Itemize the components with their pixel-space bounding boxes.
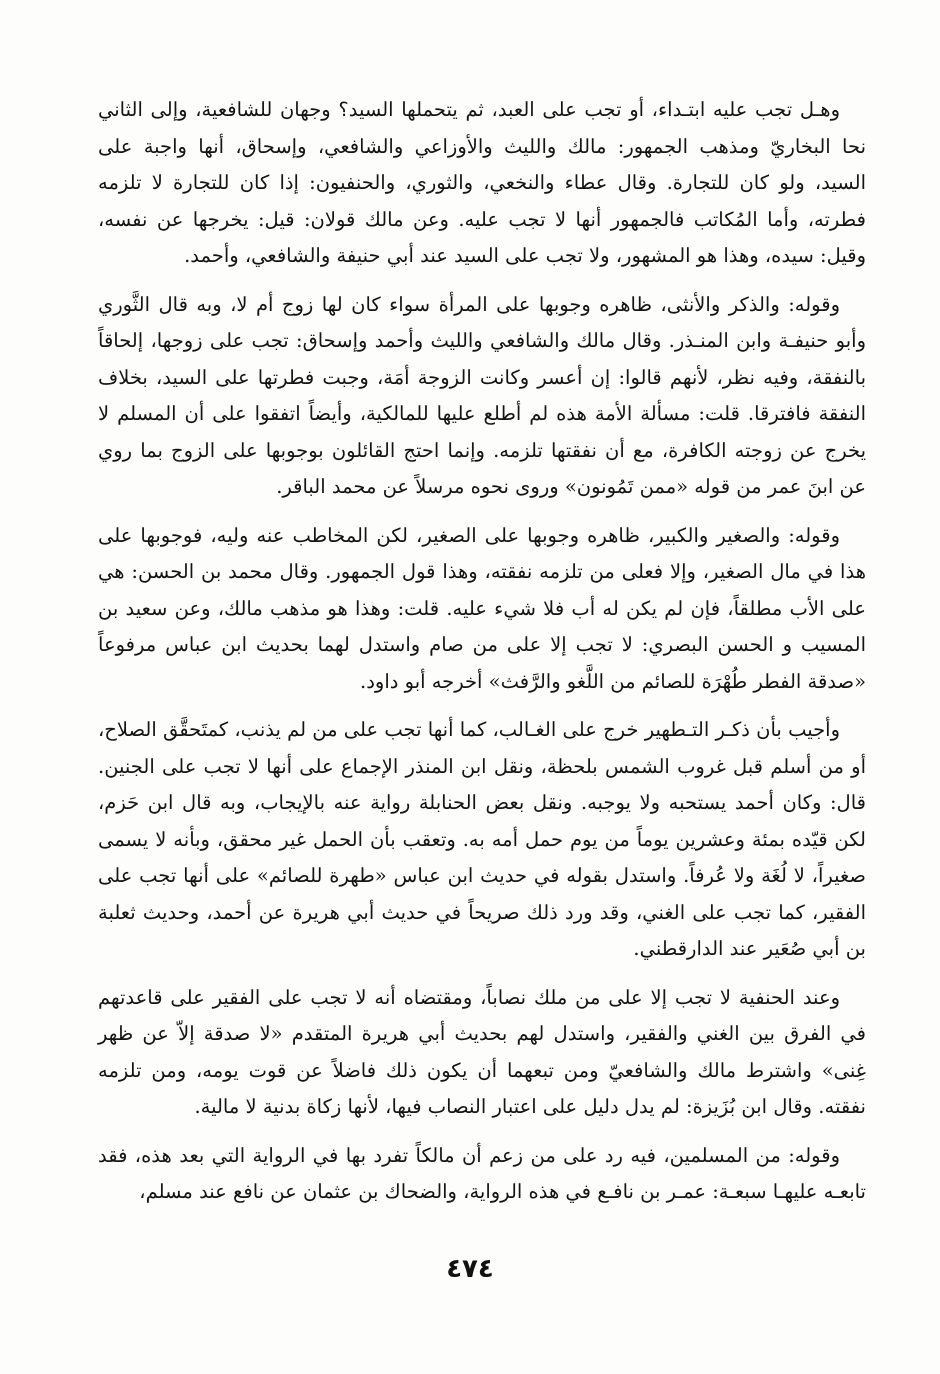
paragraph-6: وقوله: من المسلمين، فيه رد على من زعم أن مالكاً تفرد بها في الرواية التي بعد هذه، فقد تابعـه عليهـا سبعـة: عمـر بن نافـع في هذه الرواية، والضحاك بن عثمان عن نافع عند مسلم، <box>98 1143 866 1203</box>
page-number: ٤٧٤ <box>446 1254 494 1284</box>
paragraph-2: وقوله: والذكر والأنثى، ظاهره وجوبها على المرأة سواء كان لها زوج أم لا، وبه قال الثَّوري وأبو حنيفـة وابن المنـذر. وقال مالك والشافعي والليث وأحمد وإسحاق: تجب على زوجها، إلحاقاً بالنفقة، وفيه نظر، لأنهم قالوا: إن أعسر وكانت الزوجة أمَة، وجبت فطرتها على السيد، بخلاف النفقة فافترقا. قلت: مسألة الأمة هذه لم أطلع عليها للمالكية، وأيضاً اتفقوا على أن المسلم لا يخرج عن زوجته الكافرة، مع أن نفقتها تلزمه. وإنما احتج القائلون بوجوبها على الزوج بما روي عن ابنَ عمر من قوله «ممن تَمُونون» وروى نحوه مرسلاً عن محمد الباقر. <box>98 292 866 498</box>
paragraph-5: وعند الحنفية لا تجب إلا على من ملك نصاباً، ومقتضاه أنه لا تجب على الفقير على قاعدتهم في الفرق بين الغني والفقير، واستدل لهم بحديث أبي هريرة المتقدم «لا صدقة إلاّ عن ظهر غِنى» واشترط مالك والشافعيّ ومن تبعهما أن يكون ذلك فاضلاً عن قوت يومه، ومن تلزمه نفقته. وقال ابن بُزَيزة: لم يدل دليل على اعتبار النصاب فيها، لأنها زكاة بدنية لا مالية. <box>98 985 866 1118</box>
paragraph-4: وأجيب بأن ذكـر التـطهير خرج على الغـالب، كما أنها تجب على من لم يذنب، كمتَحقَّق الصلاح، أو من أسلم قبل غروب الشمس بلحظة، ونقل ابن المنذر الإجماع على أنها لا تجب على الجنين. قال: وكان أحمد يستحبه ولا يوجبه. ونقل بعض الحنابلة رواية عنه بالإيجاب، وبه قال ابن حَزم، لكن قيّده بمئة وعشرين يوماً من يوم حمل أمه به. وتعقب بأن الحمل غير محقق، وبأنه لا يسمى صغيراً، لا لُغَة ولا عُرفاً. واستدل بقوله في حديث ابن عباس «طهرة للصائم» على أنها تجب على الفقير، كما تجب على الغني، وقد ورد ذلك صريحاً في حديث أبي هريرة عن أحمد، وحديث ثعلبة بن أبي صُعَير عند الدارقطني. <box>98 718 866 960</box>
body-text <box>98 92 866 1223</box>
paragraph-3: وقوله: والصغير والكبير، ظاهره وجوبها على الصغير، لكن المخاطب عنه وليه، فوجوبها على هذا في مال الصغير، وإلا فعلى من تلزمه نفقته، وهذا قول الجمهور. وقال محمد بن الحسن: هي على الأب مطلقاً، فإن لم يكن له أب فلا شيء عليه. قلت: وهذا هو مذهب مالك، وعن سعيد بن المسيب و الحسن البصري: لا تجب إلا على من صام واستدل لهما بحديث ابن عباس مرفوعاً «صدقة الفطر طُهْرَة للصائم من اللَّغو والرَّفث» أخرجه أبو داود. <box>98 523 866 693</box>
paragraph-1: وهـل تجب عليه ابتـداء، أو تجب على العبد، ثم يتحملها السيد؟ وجهان للشافعية، وإلى الثاني نحا البخاريّ ومذهب الجمهور: مالك والليث والأوزاعي والشافعي، وإسحاق، أنها واجبة على السيد، ولو كان للتجارة. وقال عطاء والنخعي، والثوري، والحنفيون: إذا كان للتجارة لا تلزمه فطرته، وأما المُكاتب فالجمهور أنها لا تجب عليه. وعن مالك قولان: قيل: يخرجها عن نفسه، وقيل: سيده، وهذا هو المشهور، ولا تجب على السيد عند أبي حنيفة والشافعي، وأحمد. <box>98 98 866 267</box>
